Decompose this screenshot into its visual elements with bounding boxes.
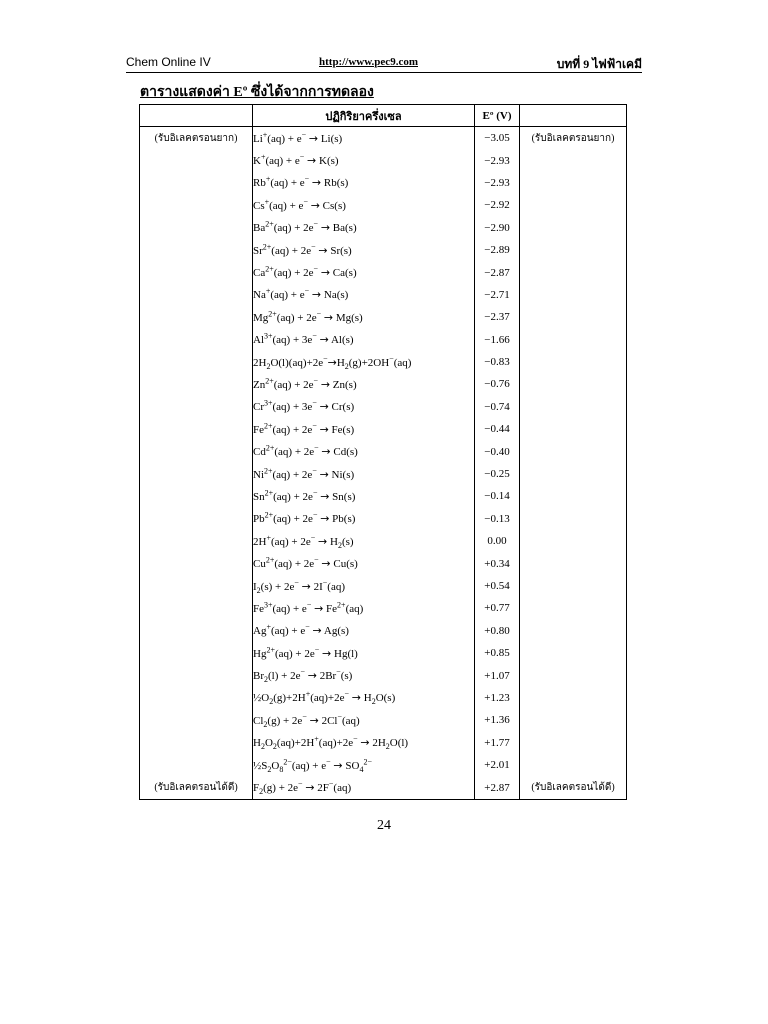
- e-value: −0.44: [475, 418, 520, 440]
- e-value: −3.05: [475, 127, 520, 150]
- e-value: −2.90: [475, 217, 520, 239]
- table-row: [140, 530, 627, 552]
- e-value: +0.34: [475, 552, 520, 574]
- header-chapter: บทที่ 9 ไฟฟ้าเคมี: [556, 57, 642, 71]
- side-label-right: [520, 217, 627, 239]
- e-value: +0.85: [475, 642, 520, 664]
- table-row: [140, 597, 627, 619]
- e-value: −2.89: [475, 239, 520, 261]
- table-row: [140, 732, 627, 754]
- half-reaction: $Fe^{3+}(aq) + e^- \to Fe^{2+}(aq)$: [253, 597, 475, 619]
- side-label-left: [140, 552, 253, 574]
- side-label-right: [520, 149, 627, 171]
- side-label-right: [520, 620, 627, 642]
- half-reaction: $Br_2(l) + 2e^- \to 2Br^-(s)$: [253, 664, 475, 686]
- half-reaction: $Mg^{2+}(aq) + 2e^- \to Mg(s)$: [253, 306, 475, 328]
- side-label-right: [520, 687, 627, 709]
- table-row: [140, 575, 627, 597]
- half-reaction: Cs+(aq) + e− → Cs(s): [253, 194, 475, 216]
- table-row: [140, 709, 627, 731]
- half-reaction: Rb+(aq) + e− → Rb(s): [253, 172, 475, 194]
- side-label-right: [520, 463, 627, 485]
- half-reaction: $2H^+(aq) + 2e^- \to H_2(s)$: [253, 530, 475, 552]
- side-label-left: [140, 508, 253, 530]
- side-label-left: [140, 194, 253, 216]
- half-reaction: $I_2(s) + 2e^- \to 2I^-(aq)$: [253, 575, 475, 597]
- header-reaction: ปฏิกิริยาครึ่งเซล: [253, 105, 475, 127]
- half-reaction: $\frac{1}{2}O_2(g)+2H^+(aq)+2e^- \to H_2O(s)$: [253, 687, 475, 709]
- side-label-right: [520, 351, 627, 373]
- half-reaction: Na+(aq) + e− → Na(s): [253, 284, 475, 306]
- side-label-left: [140, 530, 253, 552]
- side-label-left: [140, 351, 253, 373]
- half-reaction: $Hg^{2+}(aq) + 2e^- \to Hg(l)$: [253, 642, 475, 664]
- e-value: +2.87: [475, 776, 520, 799]
- side-label-right: [520, 396, 627, 418]
- table-row: [140, 664, 627, 686]
- e-value: +1.07: [475, 664, 520, 686]
- table-row: [140, 239, 627, 261]
- table-row: [140, 373, 627, 395]
- table-row: [140, 485, 627, 507]
- side-label-left: [140, 687, 253, 709]
- table-body: [140, 127, 627, 800]
- e-value: +1.77: [475, 732, 520, 754]
- page-header: [126, 55, 642, 73]
- side-label-left: [140, 709, 253, 731]
- table-row: [140, 194, 627, 216]
- side-label-left: [140, 306, 253, 328]
- side-label-right: [520, 552, 627, 574]
- side-label-right: [520, 418, 627, 440]
- side-label-left: [140, 149, 253, 171]
- side-label-right: [520, 261, 627, 283]
- table-row: [140, 329, 627, 351]
- side-label-left: [140, 597, 253, 619]
- table-row: [140, 552, 627, 574]
- side-label-right: [520, 508, 627, 530]
- side-label-right: (รับอิเลคตรอนได้ดี): [520, 776, 627, 799]
- half-reaction: Li+(aq) + e− → Li(s): [253, 127, 475, 150]
- half-reaction: $Fe^{2+}(aq) + 2e^- \to Fe(s)$: [253, 418, 475, 440]
- table-row: [140, 127, 627, 150]
- half-reaction: $Sn^{2+}(aq) + 2e^- \to Sn(s)$: [253, 485, 475, 507]
- header-blank-right: [520, 105, 627, 127]
- table-row: [140, 620, 627, 642]
- side-label-right: [520, 732, 627, 754]
- side-label-right: [520, 754, 627, 776]
- e-value: −2.37: [475, 306, 520, 328]
- half-reaction: $Pb^{2+}(aq) + 2e^- \to Pb(s)$: [253, 508, 475, 530]
- side-label-left: [140, 575, 253, 597]
- side-label-right: [520, 575, 627, 597]
- header-left-title: Chem Online IV: [126, 55, 211, 69]
- e-value: −0.40: [475, 440, 520, 462]
- side-label-left: [140, 440, 253, 462]
- half-reaction: $Ba^{2+}(aq) + 2e^- \to Ba(s)$: [253, 217, 475, 239]
- table-row: [140, 418, 627, 440]
- e-value: +2.01: [475, 754, 520, 776]
- half-reaction: $Al^{3+}(aq) + 3e^- \to Al(s)$: [253, 329, 475, 351]
- table-row: [140, 687, 627, 709]
- half-reaction: $Cd^{2+}(aq) + 2e^- \to Cd(s)$: [253, 440, 475, 462]
- side-label-left: (รับอิเลคตรอนได้ดี): [140, 776, 253, 799]
- table-row: [140, 172, 627, 194]
- side-label-right: [520, 440, 627, 462]
- side-label-left: [140, 754, 253, 776]
- e-value: −2.93: [475, 149, 520, 171]
- side-label-left: (รับอิเลคตรอนยาก): [140, 127, 253, 150]
- side-label-left: [140, 418, 253, 440]
- e-value: +1.23: [475, 687, 520, 709]
- header-url-link[interactable]: http://www.pec9.com: [319, 56, 418, 68]
- e-value: −0.13: [475, 508, 520, 530]
- side-label-right: [520, 172, 627, 194]
- half-reaction: $Sr^{2+}(aq) + 2e^- \to Sr(s)$: [253, 239, 475, 261]
- half-reaction: Ag+(aq) + e− → Ag(s): [253, 620, 475, 642]
- side-label-left: [140, 485, 253, 507]
- table-row: [140, 754, 627, 776]
- side-label-right: [520, 329, 627, 351]
- e-value: −2.93: [475, 172, 520, 194]
- side-label-left: [140, 732, 253, 754]
- table-title: ตารางแสดงค่า Eº ซึ่งได้จากการทดลอง: [140, 85, 374, 100]
- e-value: −2.71: [475, 284, 520, 306]
- e-value: −0.74: [475, 396, 520, 418]
- reduction-potential-table: [139, 104, 627, 800]
- side-label-left: [140, 463, 253, 485]
- table-row: [140, 508, 627, 530]
- side-label-left: [140, 396, 253, 418]
- side-label-right: [520, 709, 627, 731]
- half-reaction: $Ni^{2+}(aq) + 2e^- \to Ni(s)$: [253, 463, 475, 485]
- table-row: [140, 284, 627, 306]
- side-label-right: [520, 239, 627, 261]
- table-row: [140, 306, 627, 328]
- e-value: −2.92: [475, 194, 520, 216]
- side-label-right: [520, 664, 627, 686]
- e-value: −0.83: [475, 351, 520, 373]
- table-row: [140, 351, 627, 373]
- half-reaction: $Ca^{2+}(aq) + 2e^- \to Ca(s)$: [253, 261, 475, 283]
- side-label-right: [520, 194, 627, 216]
- side-label-left: [140, 664, 253, 686]
- side-label-left: [140, 329, 253, 351]
- half-reaction: $2H_2O(l)(aq)+2e^-\to H_2(g)+2OH^-(aq)$: [253, 351, 475, 373]
- half-reaction: $H_2O_2(aq)+2H^+(aq)+2e^- \to 2H_2O(l)$: [253, 732, 475, 754]
- side-label-left: [140, 620, 253, 642]
- half-reaction: $\frac{1}{2}S_2O_8^{2-}(aq) + e^- \to SO_4^{2-}$: [253, 754, 475, 776]
- side-label-left: [140, 642, 253, 664]
- e-value: −2.87: [475, 261, 520, 283]
- table-row: [140, 463, 627, 485]
- side-label-right: [520, 373, 627, 395]
- side-label-left: [140, 284, 253, 306]
- side-label-left: [140, 261, 253, 283]
- side-label-left: [140, 239, 253, 261]
- table-row: [140, 776, 627, 799]
- table-row: [140, 396, 627, 418]
- e-value: −0.25: [475, 463, 520, 485]
- page-number: 24: [377, 818, 391, 833]
- e-value: +0.80: [475, 620, 520, 642]
- side-label-left: [140, 373, 253, 395]
- e-value: 0.00: [475, 530, 520, 552]
- e-value: +0.77: [475, 597, 520, 619]
- e-value: −0.76: [475, 373, 520, 395]
- table-row: [140, 261, 627, 283]
- side-label-right: [520, 306, 627, 328]
- side-label-right: (รับอิเลคตรอนยาก): [520, 127, 627, 150]
- header-blank-left: [140, 105, 253, 127]
- half-reaction: $Cl_2(g) + 2e^- \to 2Cl^-(aq)$: [253, 709, 475, 731]
- e-value: +0.54: [475, 575, 520, 597]
- half-reaction: $Cr^{3+}(aq) + 3e^- \to Cr(s)$: [253, 396, 475, 418]
- side-label-left: [140, 172, 253, 194]
- table-row: [140, 642, 627, 664]
- half-reaction: $Zn^{2+}(aq) + 2e^- \to Zn(s)$: [253, 373, 475, 395]
- half-reaction: K+(aq) + e− → K(s): [253, 149, 475, 171]
- e-value: −1.66: [475, 329, 520, 351]
- table-row: [140, 217, 627, 239]
- side-label-right: [520, 485, 627, 507]
- half-reaction: $F_2(g) + 2e^- \to 2F^-(aq)$: [253, 776, 475, 799]
- side-label-right: [520, 530, 627, 552]
- side-label-left: [140, 217, 253, 239]
- e-value: −0.14: [475, 485, 520, 507]
- side-label-right: [520, 284, 627, 306]
- header-e-value: Eº (V): [475, 105, 520, 127]
- e-value: +1.36: [475, 709, 520, 731]
- side-label-right: [520, 597, 627, 619]
- half-reaction: $Cu^{2+}(aq) + 2e^- \to Cu(s)$: [253, 552, 475, 574]
- header-rule: [126, 72, 642, 73]
- side-label-right: [520, 642, 627, 664]
- table-row: [140, 440, 627, 462]
- table-header-row: [140, 105, 627, 127]
- table-row: [140, 149, 627, 171]
